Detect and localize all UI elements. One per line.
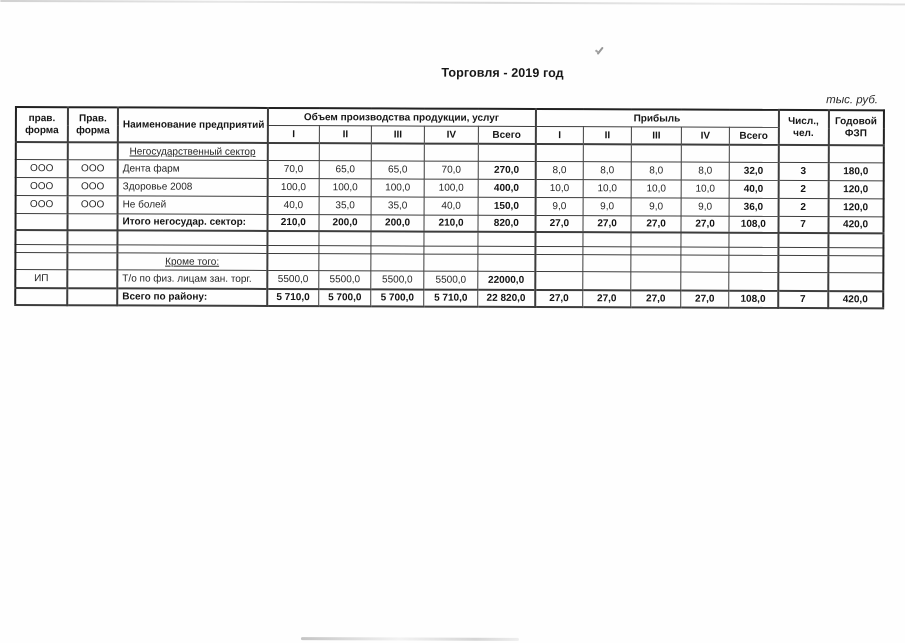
header-legal-form-1 [16, 107, 68, 142]
cell-profit-total [729, 233, 778, 248]
cell-profit-q3: 9,0 [631, 198, 681, 216]
cell-legal-form-2 [67, 253, 117, 270]
cell-legal-form-1: ИП [15, 270, 67, 289]
cell-volume-q4: 70,0 [424, 161, 478, 179]
pen-mark-artifact [597, 47, 604, 55]
cell-profit-q2 [583, 232, 631, 247]
cell-profit-q4 [681, 247, 729, 255]
cell-enterprise-name: Негосударственный сектор [118, 142, 268, 160]
cell-volume-q2 [319, 254, 371, 271]
cell-profit-q3: 27,0 [631, 216, 681, 233]
cell-legal-form-2 [67, 245, 117, 253]
cell-legal-form-1 [15, 245, 67, 253]
cell-legal-form-1 [15, 288, 67, 305]
cell-volume-q1 [267, 245, 319, 253]
cell-volume-q3: 100,0 [371, 179, 424, 197]
cell-profit-q2: 27,0 [583, 216, 631, 233]
cell-headcount: 2 [778, 198, 828, 216]
cell-volume-q4 [424, 232, 478, 247]
cell-volume-q2 [319, 143, 371, 161]
cell-profit-q1 [535, 232, 583, 247]
header-legal-form-1-line1: прав. [28, 112, 56, 124]
cell-volume-q3 [371, 246, 424, 254]
header-volume-q2: II [319, 126, 371, 144]
cell-headcount: 3 [778, 162, 828, 180]
cell-headcount [778, 233, 828, 248]
cell-volume-q2: 100,0 [319, 179, 371, 197]
cell-volume-total: 820,0 [478, 215, 535, 232]
cell-volume-q3: 5 700,0 [371, 289, 424, 306]
cell-volume-total [478, 246, 535, 254]
cell-profit-q4 [681, 145, 729, 163]
cell-volume-q1 [267, 253, 319, 270]
header-payroll-line1: Годовой [834, 115, 877, 127]
cell-profit-q3 [631, 255, 681, 272]
cell-payroll: 120,0 [828, 199, 883, 217]
cell-profit-q1: 9,0 [535, 197, 583, 215]
cell-volume-q4: 100,0 [424, 179, 478, 197]
cell-volume-q1: 210,0 [267, 214, 319, 231]
cell-enterprise-name: Кроме того: [117, 253, 267, 271]
cell-profit-q2: 8,0 [583, 162, 631, 180]
cell-volume-total: 22 820,0 [478, 290, 535, 307]
header-enterprise-name: Наименование предприятий [118, 107, 268, 143]
header-headcount-line2: чел. [793, 127, 814, 139]
cell-volume-q4 [424, 246, 478, 254]
cell-volume-q2: 5500,0 [319, 271, 371, 290]
cell-legal-form-2 [67, 270, 117, 289]
cell-volume-q4 [424, 144, 478, 162]
cell-profit-q4 [681, 233, 729, 248]
cell-volume-q2 [319, 246, 371, 254]
header-volume-group: Объем производства продукции, услуг [267, 108, 535, 127]
cell-profit-q3 [631, 232, 681, 247]
header-profit-group: Прибыль [535, 109, 778, 127]
cell-profit-total: 32,0 [729, 162, 778, 180]
cell-profit-total: 108,0 [729, 291, 778, 308]
header-volume-q1: I [267, 125, 319, 143]
cell-profit-total: 108,0 [729, 216, 778, 233]
cell-volume-q1: 5500,0 [267, 270, 319, 289]
cell-headcount [778, 145, 828, 163]
header-headcount [778, 110, 828, 145]
cell-profit-q1: 27,0 [535, 290, 583, 307]
units-label: тыс. руб. [826, 94, 879, 107]
header-volume-total: Всего [478, 126, 535, 144]
cell-profit-q2: 9,0 [583, 198, 631, 216]
cell-profit-q2 [583, 272, 631, 291]
cell-volume-total: 150,0 [478, 197, 535, 215]
cell-profit-q3: 8,0 [631, 162, 681, 180]
cell-profit-q2: 27,0 [583, 290, 631, 307]
cell-profit-q3 [631, 272, 681, 291]
scan-smudge-artifact [301, 637, 519, 641]
cell-volume-q3 [371, 143, 424, 161]
cell-profit-total [729, 145, 778, 163]
cell-volume-q4: 210,0 [424, 215, 478, 232]
cell-volume-q1 [267, 231, 319, 246]
cell-legal-form-2 [67, 288, 117, 305]
cell-payroll [828, 248, 883, 256]
cell-volume-q2: 5 700,0 [319, 289, 371, 306]
header-legal-form-1-line2: форма [25, 124, 59, 136]
cell-volume-q3: 35,0 [371, 197, 424, 215]
cell-legal-form-2: ООО [68, 178, 118, 196]
cell-enterprise-name: Всего по району: [117, 288, 267, 306]
cell-profit-q4: 27,0 [681, 216, 729, 233]
cell-profit-total [729, 247, 778, 255]
cell-profit-q1 [535, 254, 583, 271]
cell-payroll [828, 256, 883, 273]
header-payroll-line2: ФЗП [844, 127, 867, 139]
scan-edge-artifact [0, 0, 905, 5]
cell-headcount [778, 272, 828, 291]
cell-volume-q2: 65,0 [319, 161, 371, 179]
cell-volume-q3: 200,0 [371, 215, 424, 232]
cell-enterprise-name: Дента фарм [118, 160, 268, 179]
cell-volume-total [478, 232, 535, 247]
cell-profit-q3 [631, 247, 681, 255]
cell-legal-form-1: ООО [16, 178, 68, 196]
cell-legal-form-2: ООО [68, 160, 118, 178]
cell-legal-form-2 [67, 230, 117, 245]
cell-profit-q1 [535, 246, 583, 254]
cell-volume-total: 400,0 [478, 179, 535, 197]
cell-volume-q3 [371, 254, 424, 271]
cell-headcount: 2 [778, 180, 828, 198]
cell-profit-q2: 10,0 [583, 180, 631, 198]
cell-volume-q3 [371, 231, 424, 246]
cell-profit-q1 [535, 144, 583, 162]
cell-enterprise-name: Не болей [118, 196, 268, 215]
cell-volume-q4 [424, 254, 478, 271]
cell-profit-q4: 27,0 [681, 291, 729, 308]
cell-profit-q1: 10,0 [535, 179, 583, 197]
cell-enterprise-name: Итого негосудар. сектор: [118, 214, 268, 231]
document-title: Торговля - 2019 год [441, 65, 564, 81]
report-table-wrapper [14, 106, 884, 309]
cell-legal-form-2 [68, 142, 118, 160]
header-volume-q3: III [371, 126, 424, 144]
table-body [15, 142, 883, 308]
header-payroll [828, 110, 883, 145]
cell-enterprise-name [117, 230, 267, 245]
cell-legal-form-2 [68, 214, 118, 231]
cell-volume-q1 [267, 143, 319, 161]
cell-legal-form-1 [15, 230, 67, 245]
cell-payroll [828, 273, 883, 292]
cell-volume-q2 [319, 231, 371, 246]
cell-headcount: 7 [778, 291, 828, 308]
cell-payroll [828, 145, 883, 163]
cell-volume-q1: 40,0 [267, 196, 319, 214]
cell-profit-total [729, 255, 778, 272]
cell-volume-q3: 5500,0 [371, 271, 424, 290]
header-profit-q2: II [583, 127, 631, 145]
cell-volume-q1: 100,0 [267, 178, 319, 196]
header-legal-form-2-line2: форма [76, 124, 110, 136]
header-profit-q3: III [631, 127, 681, 145]
cell-payroll: 180,0 [828, 163, 883, 181]
cell-profit-q4 [681, 255, 729, 272]
cell-payroll: 420,0 [828, 291, 883, 308]
cell-profit-total: 36,0 [729, 198, 778, 216]
header-legal-form-2-line1: Прав. [79, 112, 107, 124]
cell-volume-q4: 5500,0 [424, 271, 478, 290]
header-volume-q4: IV [424, 126, 478, 144]
cell-volume-q3: 65,0 [371, 161, 424, 179]
cell-profit-q4: 8,0 [681, 162, 729, 180]
cell-profit-q3 [631, 144, 681, 162]
cell-profit-q1: 27,0 [535, 215, 583, 232]
cell-legal-form-1 [16, 214, 68, 231]
header-legal-form-2 [68, 107, 118, 142]
cell-headcount [778, 247, 828, 255]
cell-legal-form-1 [16, 142, 68, 160]
cell-legal-form-1: ООО [16, 196, 68, 214]
cell-volume-q1: 70,0 [267, 160, 319, 178]
cell-profit-q4: 10,0 [681, 180, 729, 198]
cell-headcount: 7 [778, 216, 828, 233]
cell-profit-q2 [583, 255, 631, 272]
cell-headcount [778, 255, 828, 272]
cell-profit-q3: 27,0 [631, 290, 681, 307]
report-table [14, 106, 884, 309]
cell-volume-q4: 5 710,0 [424, 290, 478, 307]
header-headcount-line1: Числ., [788, 115, 819, 127]
cell-enterprise-name: Здоровье 2008 [118, 178, 268, 197]
cell-volume-q2: 200,0 [319, 215, 371, 232]
cell-enterprise-name: Т/о по физ. лицам зан. торг. [117, 270, 267, 289]
cell-legal-form-1: ООО [16, 160, 68, 178]
cell-profit-q1: 8,0 [535, 161, 583, 179]
table-header [16, 107, 884, 145]
cell-volume-total: 22000,0 [478, 271, 535, 290]
cell-volume-q2: 35,0 [319, 197, 371, 215]
header-row-groups [16, 107, 884, 128]
cell-profit-total [729, 272, 778, 291]
cell-profit-q2 [583, 144, 631, 162]
cell-payroll [828, 233, 883, 248]
cell-profit-q3: 10,0 [631, 180, 681, 198]
cell-profit-total: 40,0 [729, 180, 778, 198]
table-row [15, 288, 883, 308]
cell-profit-q4: 9,0 [681, 198, 729, 216]
cell-profit-q2 [583, 247, 631, 255]
header-profit-q1: I [535, 126, 583, 144]
header-profit-q4: IV [681, 127, 729, 145]
cell-legal-form-1 [15, 253, 67, 270]
cell-profit-q4 [681, 272, 729, 291]
cell-payroll: 120,0 [828, 181, 883, 199]
cell-volume-total: 270,0 [478, 161, 535, 179]
cell-volume-total [478, 144, 535, 162]
cell-volume-total [478, 254, 535, 271]
cell-profit-q1 [535, 271, 583, 290]
cell-volume-q4: 40,0 [424, 197, 478, 215]
cell-legal-form-2: ООО [68, 196, 118, 214]
cell-volume-q1: 5 710,0 [267, 289, 319, 306]
cell-payroll: 420,0 [828, 217, 883, 234]
header-profit-total: Всего [729, 127, 778, 145]
